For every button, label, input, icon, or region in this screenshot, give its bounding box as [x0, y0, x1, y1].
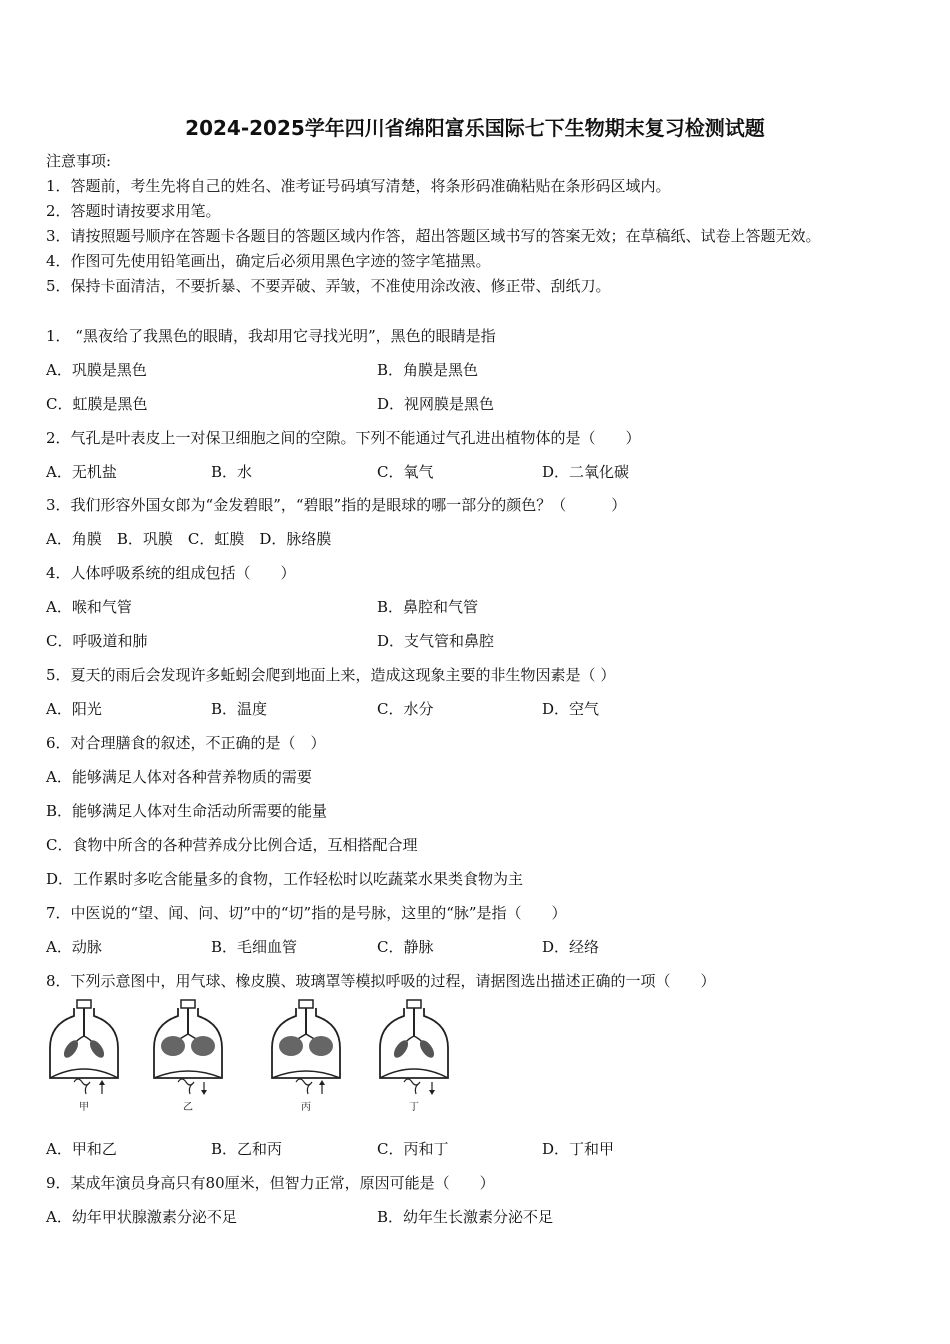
q1-option-c[interactable]: C．虹膜是黑色	[46, 395, 148, 413]
q5-option-c[interactable]: C．水分	[377, 700, 434, 718]
bell-jar-ding	[374, 998, 454, 1113]
page-title: 2024-2025学年四川省绵阳富乐国际七下生物期末复习检测试题	[185, 116, 765, 140]
q4-option-c[interactable]: C．呼吸道和肺	[46, 632, 148, 650]
bell-jar-bing-drawing	[266, 998, 346, 1098]
bell-jar-jia-drawing	[44, 998, 124, 1098]
q8-option-d[interactable]: D．丁和甲	[542, 1140, 615, 1158]
q4-option-b[interactable]: B．鼻腔和气管	[377, 598, 479, 616]
q5-option-d[interactable]: D．空气	[542, 700, 600, 718]
q5-option-a[interactable]: A．阳光	[46, 700, 102, 718]
q4-option-a[interactable]: A．喉和气管	[46, 598, 132, 616]
figure-label-ding: 丁	[409, 1102, 419, 1113]
q3-options[interactable]: A．角膜 B．巩膜 C．虹膜 D．脉络膜	[46, 530, 332, 548]
q6-option-a[interactable]: A．能够满足人体对各种营养物质的需要	[46, 768, 312, 786]
q9-option-a[interactable]: A．幼年甲状腺激素分泌不足	[46, 1208, 237, 1226]
q1-option-a[interactable]: A．巩膜是黑色	[46, 361, 147, 379]
q2-option-b[interactable]: B．水	[211, 463, 253, 481]
question-4-stem: 4．人体呼吸系统的组成包括（ ）	[46, 564, 296, 582]
q1-option-b[interactable]: B．角膜是黑色	[377, 361, 479, 379]
figure-label-yi: 乙	[183, 1102, 193, 1113]
notice-item: 2．答题时请按要求用笔。	[46, 202, 221, 220]
q7-option-d[interactable]: D．经络	[542, 938, 600, 956]
question-3-stem: 3．我们形容外国女郎为“金发碧眼”，“碧眼”指的是眼球的哪一部分的颜色？（ ）	[46, 496, 627, 514]
q8-option-b[interactable]: B．乙和丙	[211, 1140, 283, 1158]
bell-jar-bing	[266, 998, 346, 1113]
q2-option-a[interactable]: A．无机盐	[46, 463, 117, 481]
q5-option-b[interactable]: B．温度	[211, 700, 268, 718]
question-1-stem: 1． “黑夜给了我黑色的眼睛，我却用它寻找光明”，黑色的眼睛是指	[46, 327, 496, 345]
q1-option-d[interactable]: D．视网膜是黑色	[377, 395, 495, 413]
bell-jar-jia	[44, 998, 124, 1113]
notice-item: 5．保持卡面清洁，不要折暴、不要弄破、弄皱，不准使用涂改液、修正带、刮纸刀。	[46, 277, 611, 295]
question-5-stem: 5．夏天的雨后会发现许多蚯蚓会爬到地面上来，造成这现象主要的非生物因素是（ ）	[46, 666, 616, 684]
q6-option-b[interactable]: B．能够满足人体对生命活动所需要的能量	[46, 802, 328, 820]
question-8-stem: 8．下列示意图中，用气球、橡皮膜、玻璃罩等模拟呼吸的过程，请据图选出描述正确的一项（ ）	[46, 972, 716, 990]
question-2-stem: 2．气孔是叶表皮上一对保卫细胞之间的空隙。下列不能通过气孔进出植物体的是（ ）	[46, 429, 641, 447]
bell-jar-yi	[148, 998, 228, 1113]
q8-option-a[interactable]: A．甲和乙	[46, 1140, 117, 1158]
q2-option-c[interactable]: C．氧气	[377, 463, 434, 481]
notice-heading: 注意事项:	[46, 152, 112, 170]
q7-option-a[interactable]: A．动脉	[46, 938, 102, 956]
question-9-stem: 9．某成年演员身高只有80厘米，但智力正常，原因可能是（ ）	[46, 1174, 495, 1192]
notice-item: 1．答题前，考生先将自己的姓名、准考证号码填写清楚，将条形码准确粘贴在条形码区域内。	[46, 177, 671, 195]
figure-label-bing: 丙	[301, 1102, 311, 1113]
q6-option-c[interactable]: C．食物中所含的各种营养成分比例合适，互相搭配合理	[46, 836, 418, 854]
figure-label-jia: 甲	[79, 1102, 89, 1113]
q2-option-d[interactable]: D．二氧化碳	[542, 463, 630, 481]
q7-option-c[interactable]: C．静脉	[377, 938, 434, 956]
q9-option-b[interactable]: B．幼年生长激素分泌不足	[377, 1208, 554, 1226]
q6-option-d[interactable]: D．工作累时多吃含能量多的食物，工作轻松时以吃蔬菜水果类食物为主	[46, 870, 524, 888]
notice-item: 4．作图可先使用铅笔画出，确定后必须用黑色字迹的签字笔描黑。	[46, 252, 491, 270]
q7-option-b[interactable]: B．毛细血管	[211, 938, 298, 956]
breathing-model-figure	[44, 998, 444, 1118]
bell-jar-ding-drawing	[374, 998, 454, 1098]
q8-option-c[interactable]: C．丙和丁	[377, 1140, 449, 1158]
notice-item: 3．请按照题号顺序在答题卡各题目的答题区域内作答，超出答题区域书写的答案无效；在草稿纸、试卷上答题无效。	[46, 227, 821, 245]
bell-jar-yi-drawing	[148, 998, 228, 1098]
q4-option-d[interactable]: D．支气管和鼻腔	[377, 632, 495, 650]
question-7-stem: 7．中医说的“望、闻、问、切”中的“切”指的是号脉，这里的“脉”是指（ ）	[46, 904, 567, 922]
question-6-stem: 6．对合理膳食的叙述，不正确的是（ ）	[46, 734, 326, 752]
